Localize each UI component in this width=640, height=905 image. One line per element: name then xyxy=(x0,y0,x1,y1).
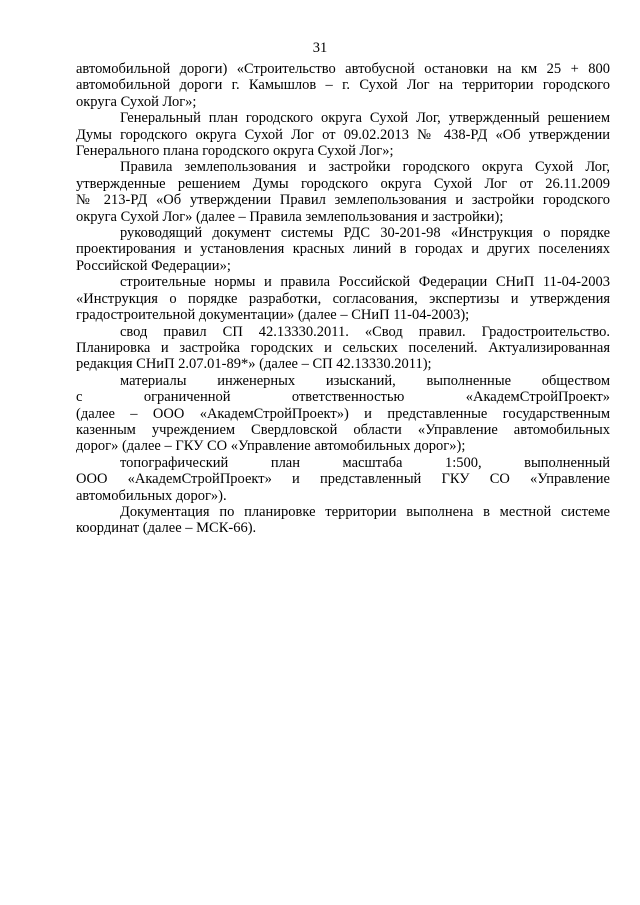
text-line: проектирования и установления красных линий в городах и других поселениях xyxy=(76,241,610,258)
paragraph-snip-norms xyxy=(76,274,610,323)
text-line: Генерального плана городского округа Сухой Лог»; xyxy=(76,143,394,160)
text-line: № 213-РД «Об утверждении Правил землепользования и застройки городского xyxy=(76,192,610,209)
paragraph-topographic-plan xyxy=(76,455,610,504)
paragraph-road-project xyxy=(76,61,610,110)
text-line: топографический план масштаба 1:500, выполненный xyxy=(120,454,610,471)
paragraph-coordinate-system xyxy=(76,504,610,537)
text-line: ООО «АкадемСтройПроект» и представленный ГКУ СО «Управление xyxy=(76,471,610,488)
text-line: координат (далее – МСК-66). xyxy=(76,520,257,537)
text-line: автомобильной дороги г. Камышлов – г. Сухой Лог на территории городского xyxy=(76,77,610,94)
paragraph-land-use-rules xyxy=(76,159,610,225)
text-line: градостроительной документации» (далее – СНиП 11-04-2003); xyxy=(76,307,470,324)
text-line: округа Сухой Лог» (далее – Правила землепользования и застройки); xyxy=(76,208,504,225)
text-line: автомобильных дорог»). xyxy=(76,487,227,504)
text-line: «Инструкция о порядке разработки, согласования, экспертизы и утверждения xyxy=(76,290,610,307)
text-line: Генеральный план городского округа Сухой Лог, утвержденный решением xyxy=(120,110,610,127)
text-line: Думы городского округа Сухой Лог от 09.02.2013 № 438-РД «Об утверждении xyxy=(76,126,610,143)
text-line: Документация по планировке территории выполнена в местной системе xyxy=(120,503,610,520)
text-line: дорог» (далее – ГКУ СО «Управление автомобильных дорог»); xyxy=(76,438,466,455)
text-line: Российской Федерации»; xyxy=(76,257,231,274)
text-line: Планировка и застройка городских и сельских поселений. Актуализированная xyxy=(76,339,610,356)
text-line: редакция СНиП 2.07.01-89*» (далее – СП 42.13330.2011); xyxy=(76,356,432,373)
text-line: с ограниченной ответственностью «АкадемСтройПроект» xyxy=(76,389,610,406)
text-line: автомобильной дороги) «Строительство автобусной остановки на км 25 + 800 xyxy=(76,61,610,77)
paragraph-rds-document xyxy=(76,225,610,274)
text-line: казенным учреждением Свердловской области «Управление автомобильных xyxy=(76,421,610,438)
paragraph-engineering-surveys xyxy=(76,373,610,455)
text-line: (далее – ООО «АкадемСтройПроект») и представленные государственным xyxy=(76,405,610,422)
paragraph-sp-rules xyxy=(76,324,610,373)
text-line: округа Сухой Лог»; xyxy=(76,93,197,110)
text-line: утвержденные решением Думы городского округа Сухой Лог от 26.11.2009 xyxy=(76,175,610,192)
text-line: материалы инженерных изысканий, выполненные обществом xyxy=(120,372,610,389)
text-line: строительные нормы и правила Российской Федерации СНиП 11-04-2003 xyxy=(120,274,610,291)
text-line: Правила землепользования и застройки городского округа Сухой Лог, xyxy=(120,159,610,176)
document-body xyxy=(76,61,610,537)
text-line: свод правил СП 42.13330.2011. «Свод правил. Градостроительство. xyxy=(120,323,610,340)
page-number: 31 xyxy=(312,40,328,56)
text-line: руководящий документ системы РДС 30-201-98 «Инструкция о порядке xyxy=(120,225,610,242)
paragraph-general-plan xyxy=(76,110,610,159)
